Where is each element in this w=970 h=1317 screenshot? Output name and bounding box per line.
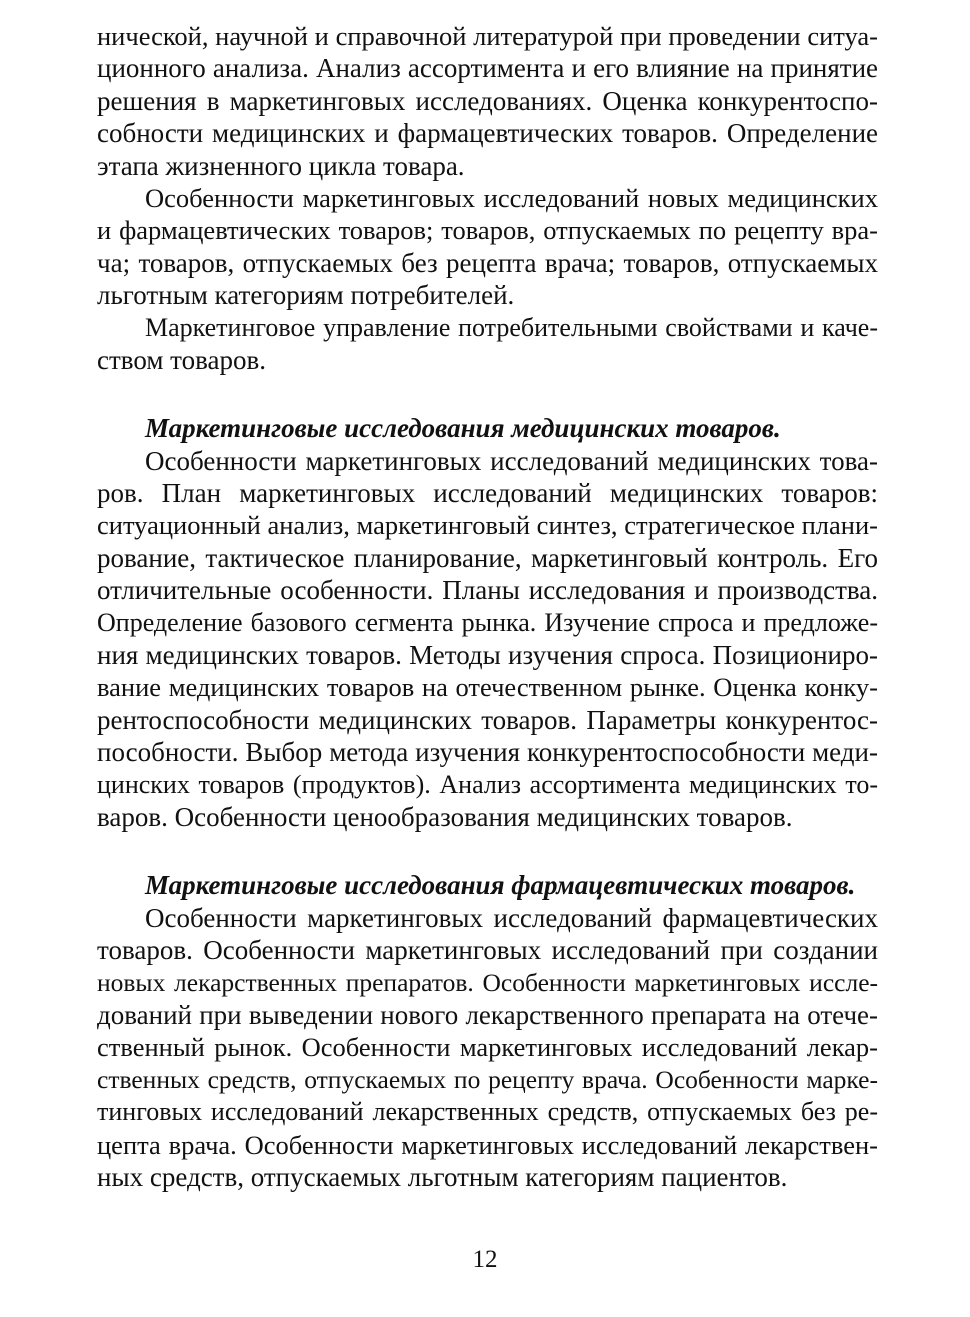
text-line: ственный рынок. Особенности маркетинговых исследований лекар- bbox=[97, 1032, 878, 1063]
text-line: ния медицинских товаров. Методы изучения спроса. Позициониро- bbox=[97, 640, 878, 671]
text-line: ционного анализа. Анализ ассортимента и его влияние на принятие bbox=[97, 53, 878, 84]
text-line: ситуационный анализ, маркетинговый синтез, стратегическое плани- bbox=[97, 510, 878, 541]
section-pharma-goods bbox=[97, 869, 878, 1193]
page-number: 12 bbox=[472, 1246, 498, 1273]
text-line: Особенности маркетинговых исследований фармацевтических bbox=[145, 902, 878, 933]
text-line: ча; товаров, отпускаемых без рецепта врача; товаров, отпускаемых bbox=[97, 247, 878, 278]
text-line: вание медицинских товаров на отечественном рынке. Оценка конку- bbox=[97, 672, 878, 703]
section-heading: Маркетинговые исследования медицинских товаров. bbox=[145, 413, 781, 444]
text-line: решения в маркетинговых исследованиях. Оценка конкурентоспо- bbox=[97, 85, 878, 116]
text-line: Особенности маркетинговых исследований медицинских това- bbox=[145, 445, 878, 476]
text-line: новых лекарственных препаратов. Особенности маркетинговых иссле- bbox=[97, 967, 878, 997]
text-line: ственных средств, отпускаемых по рецепту врача. Особенности марке- bbox=[97, 1064, 878, 1094]
section-medical-goods bbox=[97, 412, 878, 833]
text-line: и фармацевтических товаров; товаров, отпускаемых по рецепту вра- bbox=[97, 215, 878, 246]
text-line: ством товаров. bbox=[97, 344, 266, 375]
text-line: ных средств, отпускаемых льготным категориям пациентов. bbox=[97, 1161, 788, 1192]
text-line: цинских товаров (продуктов). Анализ ассортимента медицинских то- bbox=[97, 769, 878, 799]
text-line: Определение базового сегмента рынка. Изучение спроса и предложе- bbox=[97, 607, 878, 637]
section-spacer bbox=[97, 833, 878, 869]
text-line: цепта врача. Особенности маркетинговых исследований лекарствен- bbox=[97, 1129, 878, 1160]
text-line: Маркетинговое управление потребительными свойствами и каче- bbox=[145, 312, 878, 342]
text-line: тинговых исследований лекарственных средств, отпускаемых без ре- bbox=[97, 1097, 878, 1127]
paragraph-new-products bbox=[97, 182, 878, 312]
paragraph-management bbox=[97, 312, 878, 377]
text-line: Особенности маркетинговых исследований новых медицинских bbox=[145, 182, 878, 213]
text-line: собности медицинских и фармацевтических товаров. Определение bbox=[97, 118, 878, 149]
text-line: отличительные особенности. Планы исследования и производства. bbox=[97, 575, 878, 606]
section-heading: Маркетинговые исследования фармацевтических товаров. bbox=[145, 870, 856, 901]
section-spacer bbox=[97, 376, 878, 412]
paragraph-continuation bbox=[97, 20, 878, 182]
text-line: пособности. Выбор метода изучения конкурентоспособности меди- bbox=[97, 737, 878, 768]
page-body bbox=[97, 20, 878, 1193]
text-line: товаров. Особенности маркетинговых исследований при создании bbox=[97, 935, 878, 966]
text-line: льготным категориям потребителей. bbox=[97, 280, 515, 311]
text-line: рование, тактическое планирование, маркетинговый контроль. Его bbox=[97, 542, 878, 573]
text-line: нической, научной и справочной литературой при проведении ситуа- bbox=[97, 21, 878, 51]
text-line: дований при выведении нового лекарственного препарата на отече- bbox=[97, 999, 878, 1030]
text-line: этапа жизненного цикла товара. bbox=[97, 150, 465, 181]
text-line: ров. План маркетинговых исследований медицинских товаров: bbox=[97, 478, 878, 509]
text-line: варов. Особенности ценообразования медицинских товаров. bbox=[97, 801, 793, 832]
text-line: рентоспособности медицинских товаров. Параметры конкурентос- bbox=[97, 704, 878, 735]
